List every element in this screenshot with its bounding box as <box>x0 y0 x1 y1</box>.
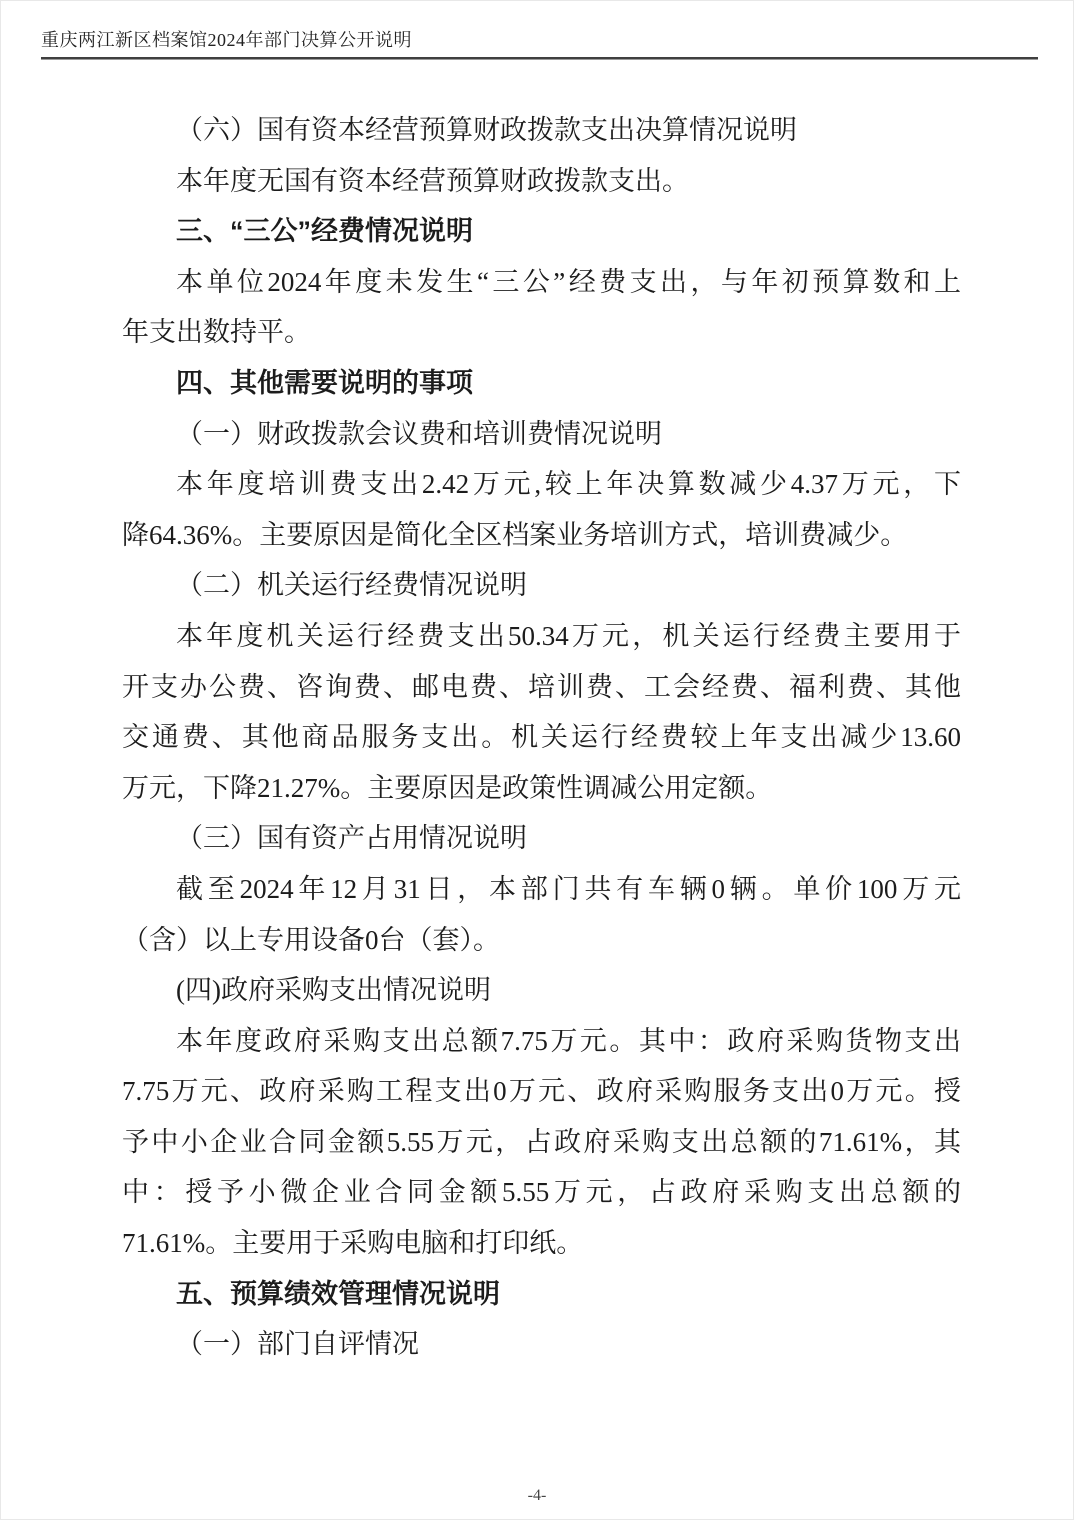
text-line: 开支办公费、咨询费、邮电费、培训费、工会经费、福利费、其他 <box>122 671 961 702</box>
text-line: 降64.36%。主要原因是简化全区档案业务培训方式，培训费减少。 <box>122 519 908 550</box>
text-line: 予中小企业合同金额5.55万元，占政府采购支出总额的71.61%，其 <box>122 1126 961 1157</box>
text-line: 本单位2024年度未发生“三公”经费支出，与年初预算数和上 <box>176 266 961 297</box>
subheading-operating-expenses: （二）机关运行经费情况说明 <box>176 570 527 601</box>
text-line: 本年度政府采购支出总额7.75万元。其中：政府采购货物支出 <box>176 1025 961 1056</box>
header-title: 重庆两江新区档案馆2024年部门决算公开说明 <box>41 30 412 50</box>
text-line: 本年度培训费支出2.42万元,较上年决算数减少4.37万元，下 <box>176 469 961 500</box>
text-line: 中：授予小微企业合同金额5.55万元，占政府采购支出总额的 <box>122 1177 961 1208</box>
text-line: 本年度机关运行经费支出50.34万元，机关运行经费主要用于 <box>176 620 961 651</box>
subheading-meeting-training-fees: （一）财政拨款会议费和培训费情况说明 <box>176 418 662 449</box>
text-line: （含）以上专用设备0台（套）。 <box>122 924 500 955</box>
text-line: 本年度无国有资本经营预算财政拨款支出。 <box>176 165 689 196</box>
subheading-state-assets: （三）国有资产占用情况说明 <box>176 823 527 854</box>
subheading-state-capital: （六）国有资本经营预算财政拨款支出决算情况说明 <box>176 115 797 145</box>
text-line: 7.75万元、政府采购工程支出0万元、政府采购服务支出0万元。授 <box>122 1076 961 1107</box>
subheading-gov-procurement: (四)政府采购支出情况说明 <box>176 975 491 1006</box>
heading-other-matters: 四、其他需要说明的事项 <box>176 367 473 398</box>
heading-three-public-funds: 三、“三公”经费情况说明 <box>176 216 473 247</box>
text-line: 万元，下降21.27%。主要原因是政策性调减公用定额。 <box>122 772 773 803</box>
subheading-self-evaluation: （一）部门自评情况 <box>176 1329 419 1360</box>
text-line: 71.61%。主要用于采购电脑和打印纸。 <box>122 1228 584 1259</box>
text-line: 截至2024年12月31日，本部门共有车辆0辆。单价100万元 <box>176 873 961 904</box>
heading-budget-performance: 五、预算绩效管理情况说明 <box>176 1278 500 1309</box>
page-number: -4- <box>527 1487 547 1504</box>
text-line: 年支出数持平。 <box>122 317 311 348</box>
header-divider <box>41 57 1038 60</box>
text-line: 交通费、其他商品服务支出。机关运行经费较上年支出减少13.60 <box>122 722 961 753</box>
page-header <box>41 29 1038 60</box>
document-body <box>122 105 961 1370</box>
